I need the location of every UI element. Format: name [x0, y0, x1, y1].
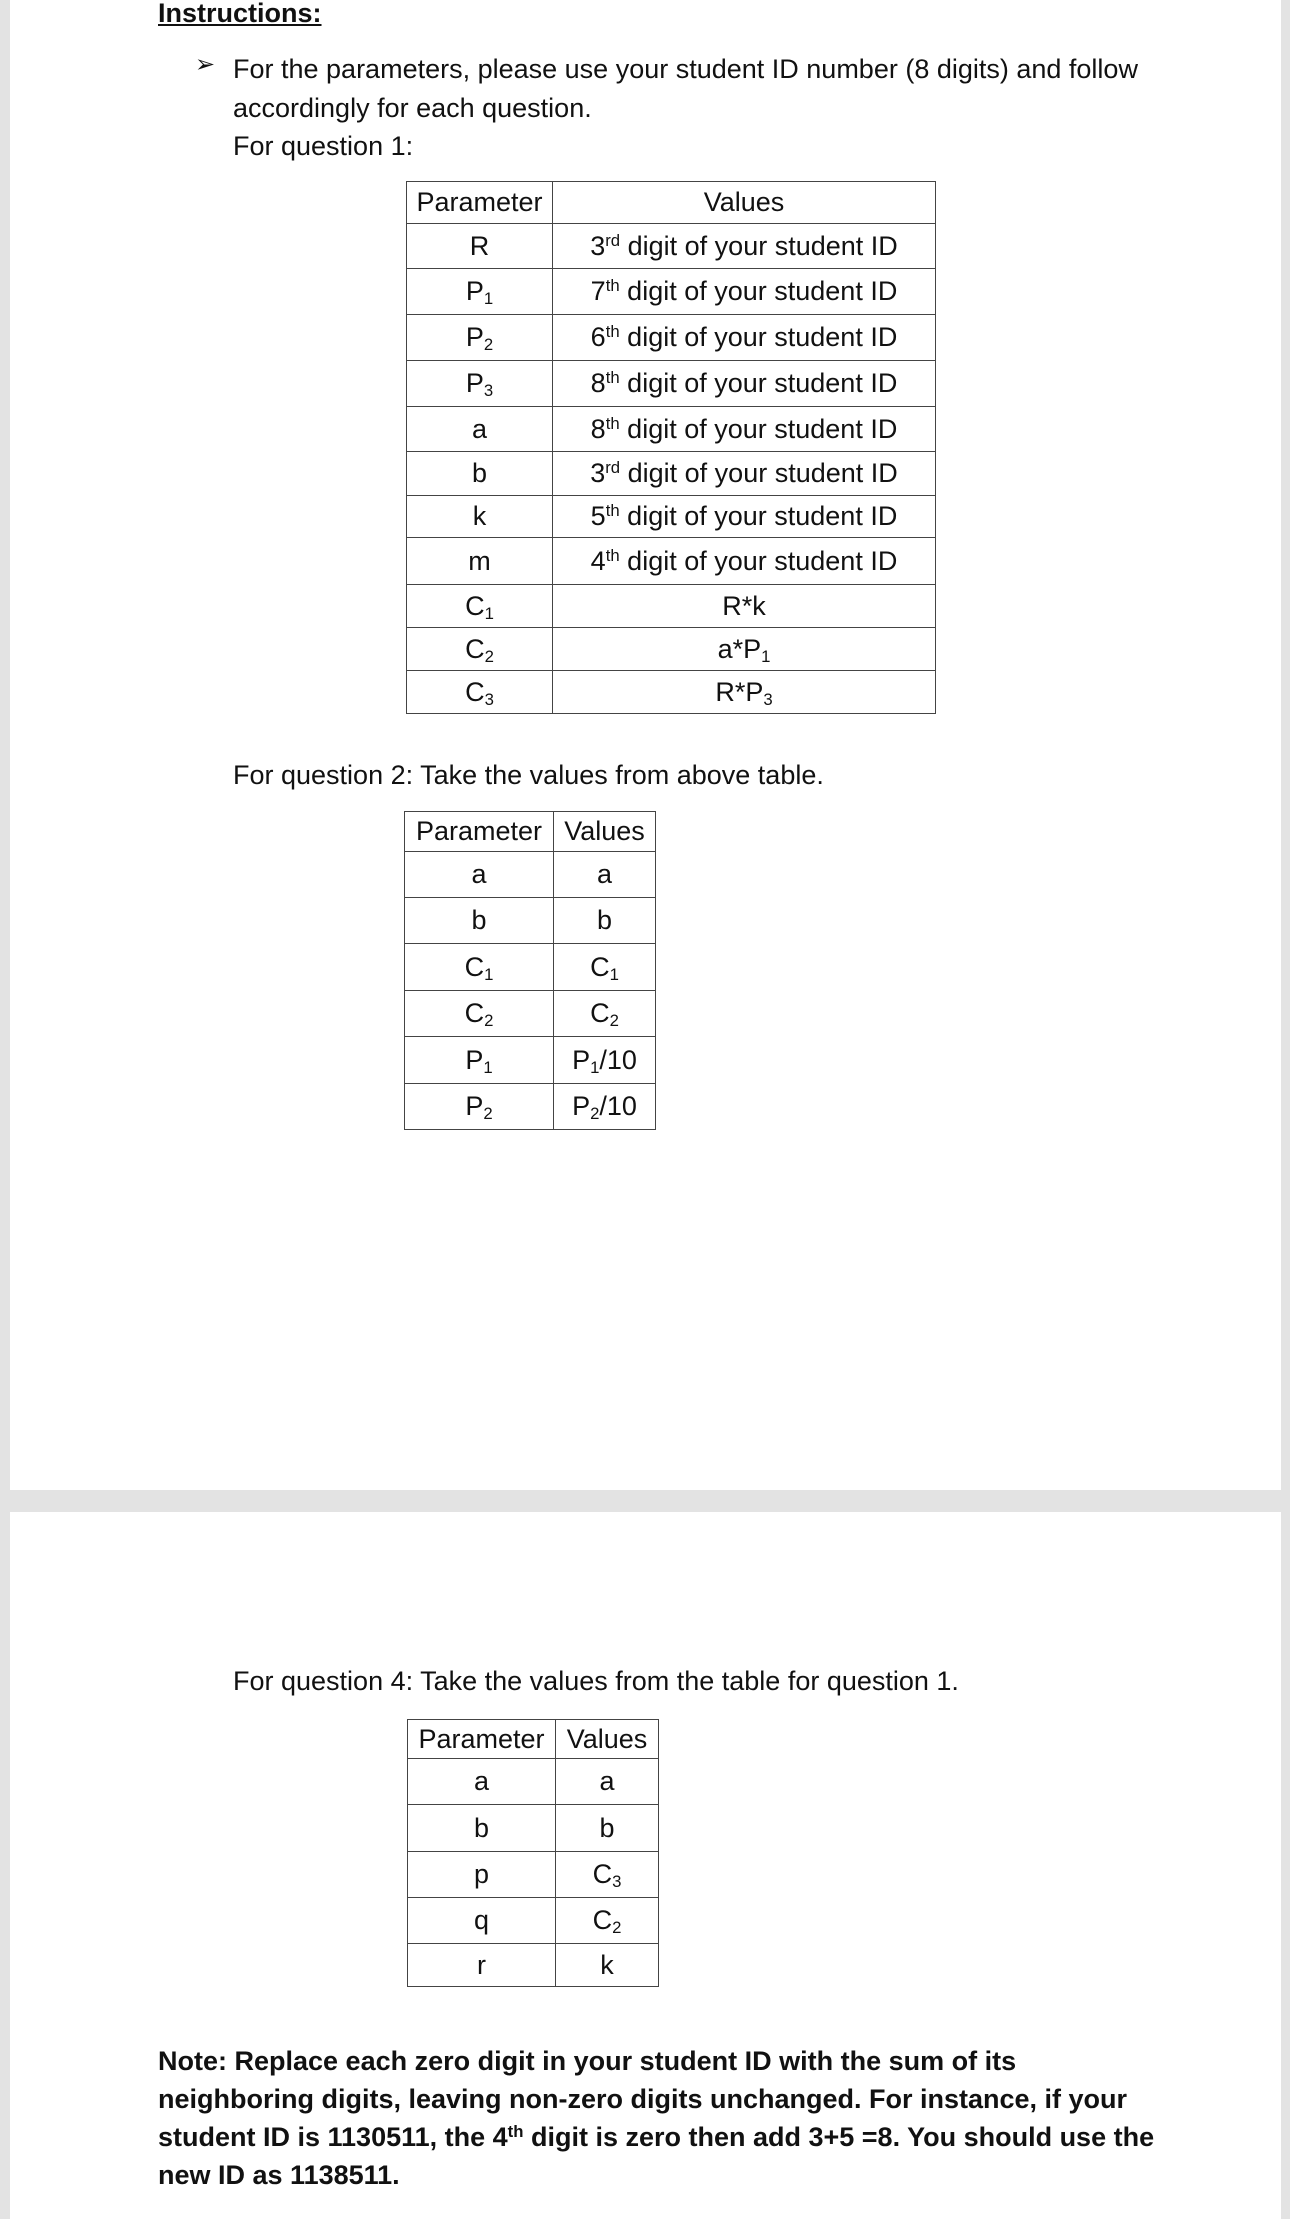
note-superscript: th [507, 2121, 524, 2141]
table-row [405, 1037, 656, 1084]
question-4-intro: For question 4: Take the values from the table for question 1. [233, 1666, 959, 1696]
value-symbol: a [596, 859, 613, 889]
parameter-symbol: a [473, 1766, 490, 1796]
ordinal-suffix: th [605, 275, 620, 295]
parameter-symbol: m [468, 545, 491, 576]
ordinal-suffix: rd [605, 457, 621, 477]
parameter-cell [407, 628, 553, 671]
parameter-subscript: 1 [484, 964, 494, 984]
value-symbol: P [572, 1044, 591, 1075]
value-description: digit of your student ID [619, 276, 898, 306]
value-suffix: /10 [599, 1044, 637, 1075]
parameter-cell [408, 1944, 556, 1987]
parameter-symbol: C [465, 590, 485, 621]
parameter-symbol: C [465, 633, 485, 664]
table-row [405, 898, 656, 944]
value-cell [554, 852, 656, 898]
note-text-before: Note: Replace each zero digit in your student ID with the sum of its neighboring digits, leaving non-zero digits unchanged. For instance, if your student ID is 1130511, the 4 [158, 2046, 1128, 2152]
value-cell [556, 1898, 659, 1944]
digit-position: 6 [590, 322, 606, 352]
parameter-cell [407, 538, 553, 585]
question-1-intro: For question 1: [233, 131, 414, 161]
value-symbol: R*k [722, 590, 766, 621]
value-cell [554, 991, 656, 1037]
value-symbol: b [599, 1812, 615, 1843]
value-symbol: C [590, 998, 610, 1028]
parameter-cell [407, 224, 553, 269]
value-subscript: 1 [761, 646, 771, 666]
value-cell [556, 1805, 659, 1852]
table-row [405, 852, 656, 898]
column-header: Values [556, 1720, 659, 1759]
ordinal-suffix: th [605, 500, 620, 520]
parameter-cell [405, 944, 554, 991]
parameter-cell [408, 1898, 556, 1944]
digit-position: 3 [590, 458, 606, 488]
ordinal-suffix: th [605, 367, 620, 387]
table-header-row [408, 1720, 659, 1759]
parameter-subscript: 3 [484, 689, 494, 709]
table-header-row [405, 812, 656, 852]
value-symbol: R*P [715, 676, 764, 707]
parameter-cell [407, 361, 553, 407]
table-header-row [407, 182, 936, 224]
value-cell [556, 1759, 659, 1805]
value-cell [553, 585, 936, 628]
value-suffix: /10 [599, 1091, 637, 1121]
table-row [405, 991, 656, 1037]
parameter-symbol: q [473, 1905, 490, 1935]
value-cell [553, 538, 936, 585]
value-cell [556, 1944, 659, 1987]
value-symbol: P [572, 1091, 591, 1121]
table-row [408, 1852, 659, 1898]
parameter-symbol: r [477, 1949, 486, 1980]
table-row [405, 944, 656, 991]
parameter-cell [408, 1805, 556, 1852]
parameter-symbol: b [471, 458, 488, 488]
ordinal-suffix: th [605, 321, 620, 341]
digit-position: 4 [590, 545, 606, 576]
table-row [407, 224, 936, 269]
value-subscript: 1 [590, 1057, 600, 1077]
value-symbol: k [600, 1949, 614, 1980]
digit-position: 8 [590, 368, 606, 398]
parameter-symbol: P [465, 1091, 484, 1121]
value-symbol: C [592, 1859, 613, 1889]
value-symbol: a*P [717, 633, 762, 664]
parameter-symbol: b [471, 905, 487, 935]
table-row [407, 361, 936, 407]
value-subscript: 2 [590, 1104, 600, 1124]
document-page-2 [10, 1512, 1281, 2219]
value-subscript: 3 [612, 1872, 622, 1892]
table-row [408, 1898, 659, 1944]
parameter-symbol: C [464, 998, 485, 1028]
value-cell [554, 944, 656, 991]
value-cell [553, 407, 936, 452]
column-header: Parameter [405, 812, 554, 852]
parameter-symbol: C [464, 951, 485, 982]
value-symbol: a [599, 1766, 615, 1796]
column-header: Values [553, 182, 936, 224]
table-row [408, 1944, 659, 1987]
note-paragraph [158, 2042, 1158, 2194]
table-row [407, 269, 936, 315]
column-header: Parameter [408, 1720, 556, 1759]
parameter-subscript: 1 [483, 289, 494, 309]
question-4-parameter-table [407, 1719, 659, 1987]
value-description: digit of your student ID [619, 545, 898, 576]
value-cell [554, 1037, 656, 1084]
table-row [407, 452, 936, 496]
table-row [407, 538, 936, 585]
value-cell [553, 628, 936, 671]
parameter-symbol: b [473, 1812, 490, 1843]
value-subscript: 1 [609, 964, 619, 984]
digit-position: 7 [590, 276, 606, 306]
parameter-cell [408, 1852, 556, 1898]
parameter-cell [407, 269, 553, 315]
parameter-subscript: 3 [483, 381, 494, 401]
question-1-parameter-table [406, 181, 936, 714]
parameter-subscript: 2 [484, 1011, 494, 1031]
value-cell [554, 1084, 656, 1130]
parameter-symbol: P [465, 322, 484, 352]
value-description: digit of your student ID [619, 501, 898, 531]
table-row [407, 407, 936, 452]
parameter-symbol: p [473, 1859, 490, 1889]
parameter-cell [407, 315, 553, 361]
value-description: digit of your student ID [619, 368, 898, 398]
parameter-symbol: a [471, 859, 487, 889]
value-symbol: C [592, 1905, 613, 1935]
parameter-subscript: 2 [483, 335, 494, 355]
table-row [407, 585, 936, 628]
value-cell [556, 1852, 659, 1898]
parameter-cell [408, 1759, 556, 1805]
parameter-symbol: k [472, 501, 487, 531]
value-description: digit of your student ID [620, 230, 898, 261]
bullet-text-line-1: For the parameters, please use your student ID number (8 digits) and follow [233, 54, 1138, 84]
document-page-1 [10, 0, 1281, 1490]
note-text-after: digit is zero then add 3+5 =8. You should use the new ID as 1138511. [158, 2122, 1155, 2190]
table-row [407, 496, 936, 538]
ordinal-suffix: th [605, 413, 620, 433]
parameter-symbol: C [465, 676, 485, 707]
question-2-intro: For question 2: Take the values from above table. [233, 760, 824, 790]
parameter-cell [405, 1084, 554, 1130]
bullet-text-line-2: accordingly for each question. [233, 93, 592, 123]
parameter-cell [407, 585, 553, 628]
value-subscript: 2 [609, 1011, 619, 1031]
value-cell [553, 452, 936, 496]
value-symbol: b [596, 905, 613, 935]
parameter-cell [407, 452, 553, 496]
parameter-cell [407, 407, 553, 452]
value-description: digit of your student ID [619, 322, 898, 352]
value-cell [553, 496, 936, 538]
table-row [407, 628, 936, 671]
digit-position: 5 [590, 501, 606, 531]
parameter-symbol: R [469, 230, 490, 261]
parameter-subscript: 1 [483, 1057, 493, 1077]
column-header: Parameter [407, 182, 553, 224]
parameter-symbol: P [465, 1044, 484, 1075]
parameter-subscript: 1 [484, 603, 494, 623]
parameter-cell [405, 991, 554, 1037]
parameter-subscript: 2 [483, 1104, 493, 1124]
parameter-symbol: P [465, 276, 484, 306]
value-cell [553, 671, 936, 714]
arrow-bullet-icon: ➢ [195, 51, 216, 78]
value-cell [554, 898, 656, 944]
table-row [408, 1805, 659, 1852]
value-cell [553, 361, 936, 407]
value-subscript: 3 [763, 689, 773, 709]
value-cell [553, 224, 936, 269]
parameter-cell [407, 496, 553, 538]
digit-position: 3 [590, 230, 606, 261]
value-subscript: 2 [612, 1918, 622, 1938]
column-header: Values [554, 812, 656, 852]
table-row [407, 671, 936, 714]
parameter-cell [405, 898, 554, 944]
value-description: digit of your student ID [620, 458, 898, 488]
value-cell [553, 269, 936, 315]
ordinal-suffix: rd [605, 230, 621, 250]
question-2-parameter-table [404, 811, 656, 1130]
parameter-symbol: a [471, 413, 488, 444]
parameter-cell [407, 671, 553, 714]
parameter-subscript: 2 [484, 646, 494, 666]
value-symbol: C [590, 951, 610, 982]
digit-position: 8 [590, 413, 606, 444]
parameter-symbol: P [465, 368, 484, 398]
ordinal-suffix: th [605, 545, 620, 565]
table-row [408, 1759, 659, 1805]
value-description: digit of your student ID [619, 413, 898, 444]
instructions-heading: Instructions: [158, 0, 322, 28]
parameter-cell [405, 1037, 554, 1084]
parameter-cell [405, 852, 554, 898]
table-row [407, 315, 936, 361]
value-cell [553, 315, 936, 361]
table-row [405, 1084, 656, 1130]
